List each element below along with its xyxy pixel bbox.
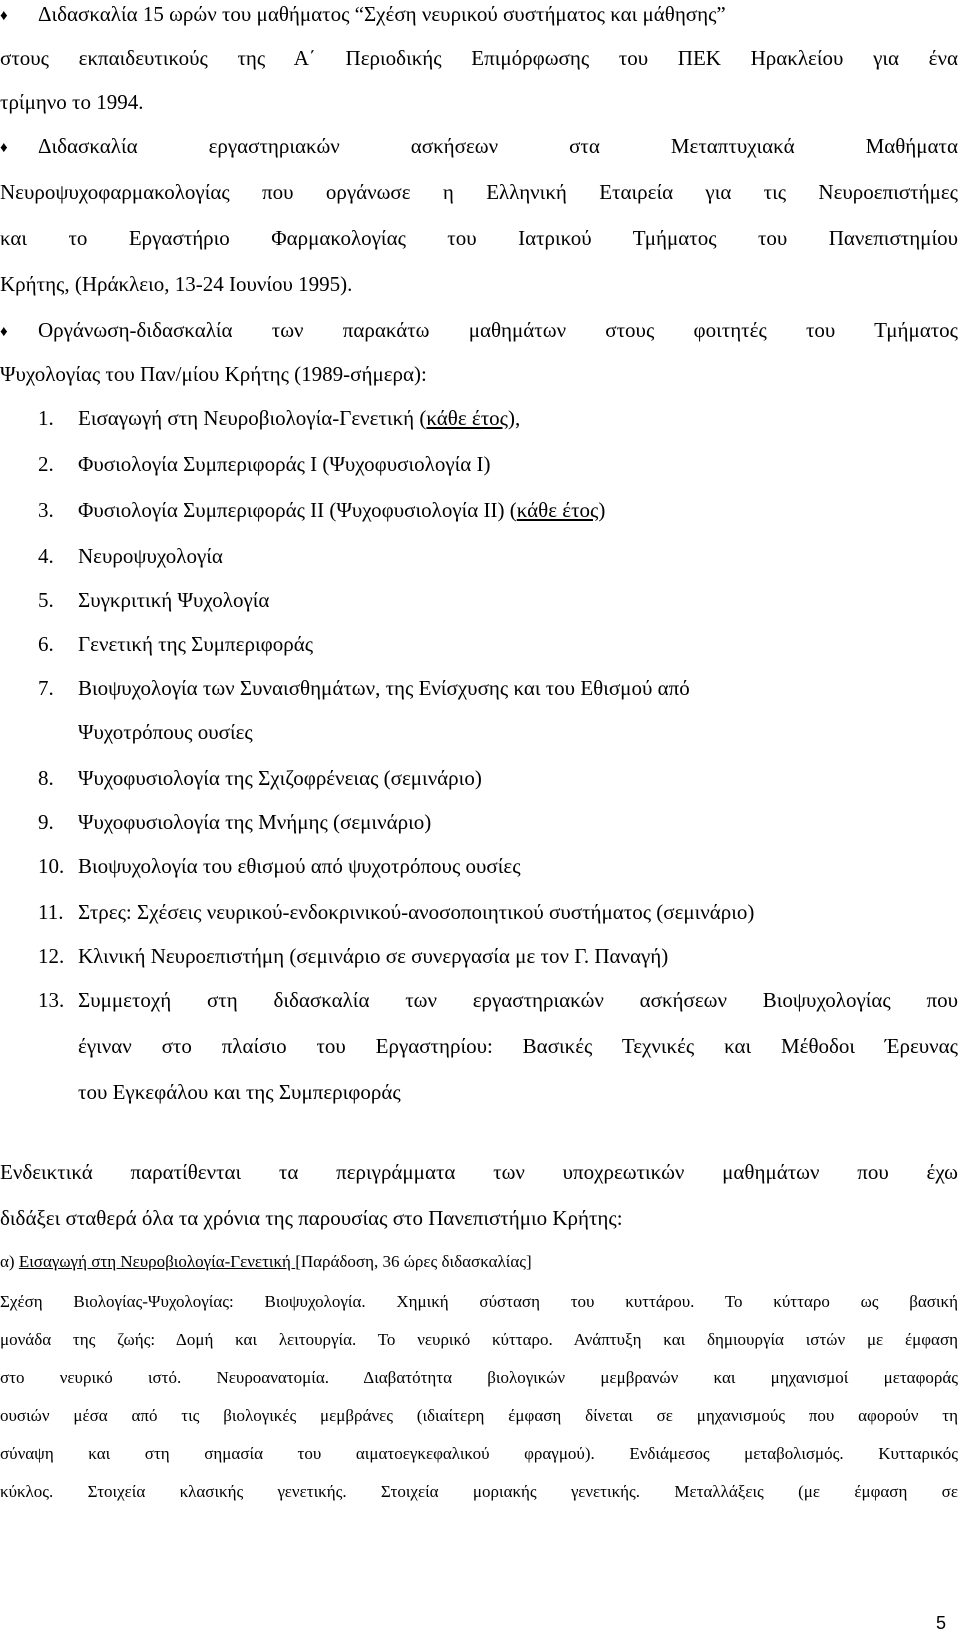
list-item: 12. Κλινική Νευροεπιστήμη (σεμινάριο σε συνεργασία με τον Γ. Παναγή)	[38, 944, 669, 968]
syllabus-line: Σχέση Βιολογίας-Ψυχολογίας: Βιοψυχολογία. Χημική σύσταση του κυττάρου. Το κύτταρο ως βασική	[0, 1292, 958, 1311]
list-item-continuation: έγιναν στο πλαίσιο του Εργαστηρίου: Βασικές Τεχνικές και Μέθοδοι Έρευνας	[78, 1034, 958, 1058]
list-item: 9. Ψυχοφυσιολογία της Μνήμης (σεμινάριο)	[38, 810, 432, 834]
syllabus-line: κύκλος. Στοιχεία κλασικής γενετικής. Στοιχεία μοριακής γενετικής. Μεταλλάξεις (με έμφαση σε	[0, 1482, 958, 1501]
list-item: 1. Εισαγωγή στη Νευροβιολογία-Γενετική (κάθε έτος),	[38, 406, 521, 430]
list-item-continuation: του Εγκεφάλου και της Συμπεριφοράς	[78, 1080, 401, 1104]
diamond-bullet-icon: ♦	[0, 140, 8, 156]
syllabus-line: μονάδα της ζωής: Δομή και λειτουργία. Το νευρικό κύτταρο. Ανάπτυξη και δημιουργία ιστών με έμφαση	[0, 1330, 958, 1349]
paragraph-line: στους εκπαιδευτικούς της Α΄ Περιοδικής Επιμόρφωσης του ΠΕΚ Ηρακλείου για ένα	[0, 46, 958, 70]
section-heading: α) Εισαγωγή στη Νευροβιολογία-Γενετική [Παράδοση, 36 ώρες διδασκαλίας]	[0, 1252, 532, 1271]
bullet-item: ♦ Διδασκαλία 15 ωρών του μαθήματος “Σχέση νευρικού συστήματος και μάθησης”	[0, 2, 726, 26]
syllabus-line: ουσιών μέσα από τις βιολογικές μεμβράνες (ιδιαίτερη έμφαση δίνεται σε μηχανισμούς που αφορούν τη	[0, 1406, 958, 1425]
bullet-item: ♦ Διδασκαλία εργαστηριακών ασκήσεων στα Μεταπτυχιακά Μαθήματα	[0, 134, 958, 158]
bullet-item: ♦ Οργάνωση-διδασκαλία των παρακάτω μαθημάτων στους φοιτητές του Τμήματος	[0, 318, 958, 342]
list-item: 10. Βιοψυχολογία του εθισμού από ψυχοτρόπους ουσίες	[38, 854, 521, 878]
list-item-continuation: Ψυχοτρόπους ουσίες	[78, 720, 253, 744]
list-item: 5. Συγκριτική Ψυχολογία	[38, 588, 270, 612]
diamond-bullet-icon: ♦	[0, 8, 8, 24]
list-item: 6. Γενετική της Συμπεριφοράς	[38, 632, 314, 656]
list-item: 4. Νευροψυχολογία	[38, 544, 223, 568]
list-item: 3. Φυσιολογία Συμπεριφοράς ΙΙ (Ψυχοφυσιολογία ΙΙ) (κάθε έτος)	[38, 498, 606, 522]
paragraph-line: Ψυχολογίας του Παν/μίου Κρήτης (1989-σήμερα):	[0, 362, 427, 386]
paragraph-line: διδάξει σταθερά όλα τα χρόνια της παρουσίας στο Πανεπιστήμιο Κρήτης:	[0, 1206, 623, 1230]
paragraph-line: τρίμηνο το 1994.	[0, 90, 144, 114]
syllabus-line: στο νευρικό ιστό. Νευροανατομία. Διαβατότητα βιολογικών μεμβρανών και μηχανισμοί μεταφοράς	[0, 1368, 958, 1387]
paragraph-line: Κρήτης, (Ηράκλειο, 13-24 Ιουνίου 1995).	[0, 272, 353, 296]
list-item: 2. Φυσιολογία Συμπεριφοράς Ι (Ψυχοφυσιολογία Ι)	[38, 452, 491, 476]
list-item: 11. Στρες: Σχέσεις νευρικού-ενδοκρινικού-ανοσοποιητικού συστήματος (σεμινάριο)	[38, 900, 755, 924]
paragraph-line: Νευροψυχοφαρμακολογίας που οργάνωσε η Ελληνική Εταιρεία για τις Νευροεπιστήμες	[0, 180, 958, 204]
page-number: 5	[935, 1613, 946, 1633]
list-item: 7. Βιοψυχολογία των Συναισθημάτων, της Ενίσχυσης και του Εθισμού από	[38, 676, 690, 700]
diamond-bullet-icon: ♦	[0, 324, 8, 340]
list-item: 8. Ψυχοφυσιολογία της Σχιζοφρένειας (σεμινάριο)	[38, 766, 482, 790]
list-item: 13. Συμμετοχή στη διδασκαλία των εργαστηριακών ασκήσεων Βιοψυχολογίας που	[38, 988, 958, 1012]
syllabus-line: σύναψη και στη σημασία του αιματοεγκεφαλικού φραγμού). Ενδιάμεσος μεταβολισμός. Κυτταρικός	[0, 1444, 958, 1463]
paragraph-line: Ενδεικτικά παρατίθενται τα περιγράμματα των υποχρεωτικών μαθημάτων που έχω	[0, 1160, 958, 1184]
paragraph-line: και το Εργαστήριο Φαρμακολογίας του Ιατρικού Τμήματος του Πανεπιστημίου	[0, 226, 958, 250]
